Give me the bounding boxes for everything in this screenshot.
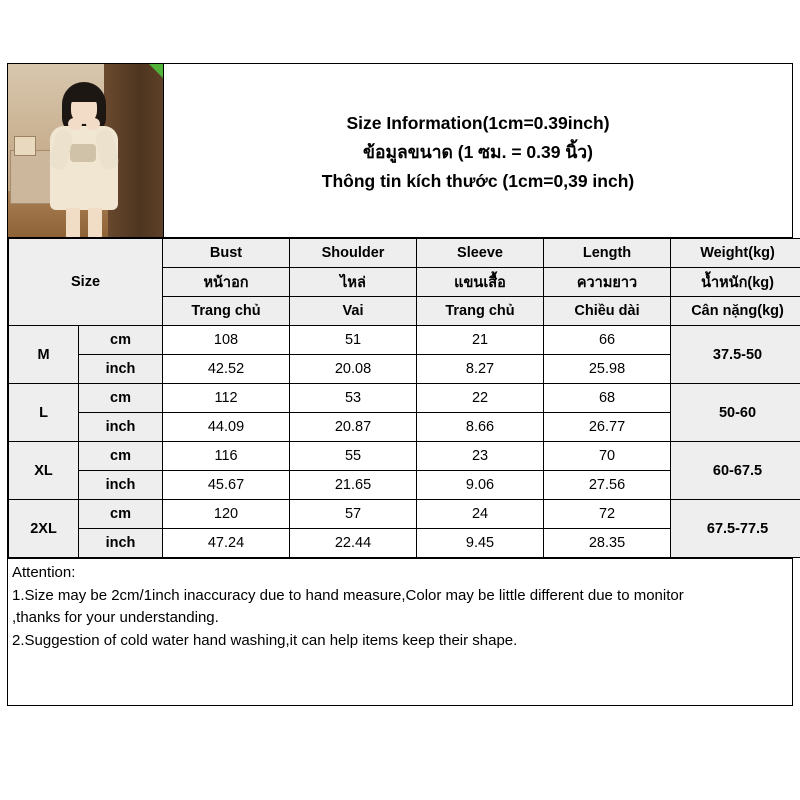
xxl-length-inch: 28.35 [544, 529, 671, 558]
col-shoulder-en: Shoulder [290, 239, 417, 268]
row-unit-inch: inch [79, 413, 163, 442]
row-size-m: M [9, 326, 79, 384]
m-bust-inch: 42.52 [163, 355, 290, 384]
m-sleeve-cm: 21 [417, 326, 544, 355]
title-line-vi: Thông tin kích thước (1cm=0,39 inch) [321, 171, 635, 191]
l-length-inch: 26.77 [544, 413, 671, 442]
col-shoulder-th: ไหล่ [290, 268, 417, 297]
row-size-xl: XL [9, 442, 79, 500]
model-bangs [66, 88, 102, 102]
l-bust-inch: 44.09 [163, 413, 290, 442]
attention-line-1: 1.Size may be 2cm/1inch inaccuracy due to hand measure,Color may be little different due to monitor [12, 586, 684, 604]
row-size-2xl: 2XL [9, 500, 79, 558]
xl-shoulder-cm: 55 [290, 442, 417, 471]
m-sleeve-inch: 8.27 [417, 355, 544, 384]
row-unit-cm: cm [79, 500, 163, 529]
col-length-vi: Chiều dài [544, 297, 671, 326]
col-shoulder-vi: Vai [290, 297, 417, 326]
row-unit-inch: inch [79, 471, 163, 500]
size-chart-frame [7, 63, 793, 706]
l-sleeve-inch: 8.66 [417, 413, 544, 442]
size-header-cell: Size [9, 239, 163, 326]
title-line-th: ข้อมูลขนาด (1 ซม. = 0.39 นิ้ว) [363, 142, 593, 162]
xl-shoulder-inch: 21.65 [290, 471, 417, 500]
m-length-inch: 25.98 [544, 355, 671, 384]
row-unit-cm: cm [79, 384, 163, 413]
model-hand-left [68, 118, 82, 130]
table-row [9, 500, 800, 529]
photo-wall-picture [14, 136, 36, 156]
col-weight-th: น้ำหนัก(kg) [671, 268, 800, 297]
photo-model [46, 82, 122, 237]
row-unit-inch: inch [79, 529, 163, 558]
xl-sleeve-inch: 9.06 [417, 471, 544, 500]
title-line-en: Size Information(1cm=0.39inch) [346, 113, 610, 133]
xxl-length-cm: 72 [544, 500, 671, 529]
corner-badge-icon [149, 64, 163, 78]
l-shoulder-inch: 20.87 [290, 413, 417, 442]
l-length-cm: 68 [544, 384, 671, 413]
m-length-cm: 66 [544, 326, 671, 355]
tshirt-print [70, 144, 96, 162]
xl-weight: 60-67.5 [671, 442, 800, 500]
row-size-l: L [9, 384, 79, 442]
model-leg-left [66, 208, 80, 237]
col-weight-en: Weight(kg) [671, 239, 800, 268]
col-length-th: ความยาว [544, 268, 671, 297]
xl-length-inch: 27.56 [544, 471, 671, 500]
row-unit-cm: cm [79, 326, 163, 355]
l-sleeve-cm: 22 [417, 384, 544, 413]
attention-heading: Attention: [12, 564, 76, 581]
xxl-sleeve-inch: 9.45 [417, 529, 544, 558]
table-row [9, 384, 800, 413]
xxl-bust-inch: 47.24 [163, 529, 290, 558]
header-band [8, 64, 792, 238]
row-unit-inch: inch [79, 355, 163, 384]
col-weight-vi: Cân nặng(kg) [671, 297, 800, 326]
xl-sleeve-cm: 23 [417, 442, 544, 471]
l-bust-cm: 112 [163, 384, 290, 413]
l-shoulder-cm: 53 [290, 384, 417, 413]
model-leg-right [88, 208, 102, 237]
xl-length-cm: 70 [544, 442, 671, 471]
col-sleeve-th: แขนเสื้อ [417, 268, 544, 297]
xl-bust-cm: 116 [163, 442, 290, 471]
col-length-en: Length [544, 239, 671, 268]
xl-bust-inch: 45.67 [163, 471, 290, 500]
m-shoulder-cm: 51 [290, 326, 417, 355]
table-row [9, 442, 800, 471]
attention-line-2: ,thanks for your understanding. [12, 609, 219, 626]
row-unit-cm: cm [79, 442, 163, 471]
m-shoulder-inch: 20.08 [290, 355, 417, 384]
model-hand-right [86, 118, 100, 130]
col-bust-th: หน้าอก [163, 268, 290, 297]
m-weight: 37.5-50 [671, 326, 800, 384]
xxl-sleeve-cm: 24 [417, 500, 544, 529]
attention-line-3: 2.Suggestion of cold water hand washing,it can help items keep their shape. [12, 631, 518, 649]
xxl-shoulder-inch: 22.44 [290, 529, 417, 558]
xxl-shoulder-cm: 57 [290, 500, 417, 529]
xxl-bust-cm: 120 [163, 500, 290, 529]
size-table [8, 238, 800, 558]
table-header-row-en [9, 239, 800, 268]
l-weight: 50-60 [671, 384, 800, 442]
attention-block [8, 558, 792, 654]
col-sleeve-en: Sleeve [417, 239, 544, 268]
col-bust-vi: Trang chủ [163, 297, 290, 326]
col-sleeve-vi: Trang chủ [417, 297, 544, 326]
xxl-weight: 67.5-77.5 [671, 500, 800, 558]
table-row [9, 326, 800, 355]
title-block [164, 64, 792, 237]
m-bust-cm: 108 [163, 326, 290, 355]
product-photo [8, 64, 164, 237]
col-bust-en: Bust [163, 239, 290, 268]
